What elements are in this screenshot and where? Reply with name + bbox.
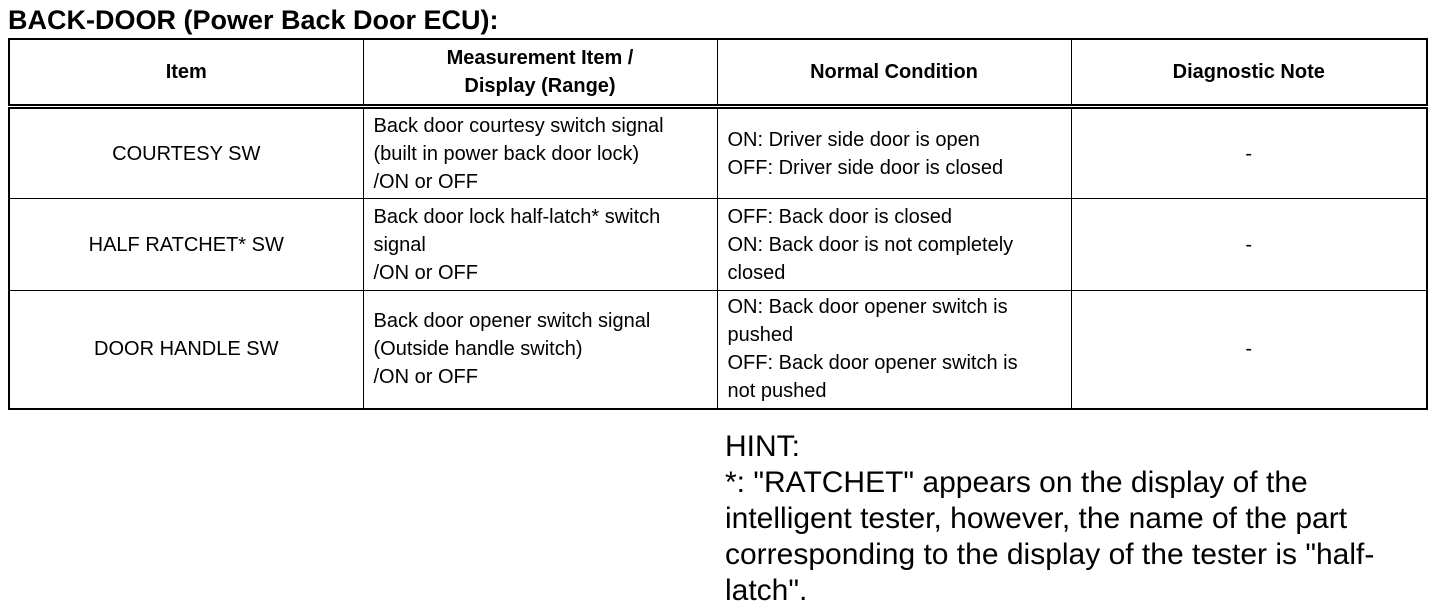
cell-item: DOOR HANDLE SW — [9, 291, 363, 409]
normal-line: closed — [727, 261, 786, 284]
cell-measurement — [363, 107, 717, 199]
header-measurement — [363, 39, 717, 107]
header-measurement-line1: Measurement Item / — [446, 47, 634, 69]
table-row — [9, 291, 1427, 409]
measurement-line: Back door opener switch signal — [373, 310, 651, 333]
table-row — [9, 199, 1427, 291]
normal-line: OFF: Back door opener switch is — [727, 352, 1018, 375]
measurement-line: (Outside handle switch) — [373, 338, 583, 361]
measurement-line: signal — [373, 233, 426, 256]
hint-line: intelligent tester, however, the name of the part — [725, 502, 1348, 535]
hint-line: *: "RATCHET" appears on the display of the — [725, 466, 1308, 499]
measurement-line: /ON or OFF — [373, 170, 478, 193]
normal-line: ON: Back door is not completely — [727, 233, 1014, 256]
header-normal-condition: Normal Condition — [717, 39, 1071, 107]
cell-normal-condition — [717, 291, 1071, 409]
measurement-line: Back door courtesy switch signal — [373, 114, 664, 137]
cell-measurement — [363, 199, 717, 291]
normal-line: OFF: Back door is closed — [727, 205, 953, 228]
normal-line: ON: Back door opener switch is — [727, 296, 1008, 319]
normal-line: ON: Driver side door is open — [727, 128, 980, 151]
normal-line: not pushed — [727, 380, 827, 403]
table-row — [9, 107, 1427, 199]
header-item: Item — [9, 39, 363, 107]
table-header-row — [9, 39, 1427, 107]
hint-line: corresponding to the display of the tester is "half- — [725, 538, 1375, 571]
measurement-line: (built in power back door lock) — [373, 142, 640, 165]
hint-note — [725, 429, 1425, 609]
measurement-line: /ON or OFF — [373, 366, 478, 389]
header-diagnostic-note: Diagnostic Note — [1071, 39, 1427, 107]
cell-item: COURTESY SW — [9, 107, 363, 199]
normal-line: OFF: Driver side door is closed — [727, 156, 1004, 179]
normal-line: pushed — [727, 324, 794, 347]
hint-heading: HINT: — [725, 430, 800, 463]
cell-diagnostic-note: - — [1071, 107, 1427, 199]
cell-measurement — [363, 291, 717, 409]
measurement-line: Back door lock half-latch* switch — [373, 205, 661, 228]
cell-normal-condition — [717, 199, 1071, 291]
header-measurement-line2: Display (Range) — [464, 75, 616, 97]
cell-diagnostic-note: - — [1071, 291, 1427, 409]
hint-line: latch". — [725, 574, 808, 607]
cell-normal-condition — [717, 107, 1071, 199]
data-list-table — [8, 38, 1428, 410]
cell-diagnostic-note: - — [1071, 199, 1427, 291]
measurement-line: /ON or OFF — [373, 261, 478, 284]
page-title: BACK-DOOR (Power Back Door ECU): — [8, 5, 499, 35]
cell-item: HALF RATCHET* SW — [9, 199, 363, 291]
